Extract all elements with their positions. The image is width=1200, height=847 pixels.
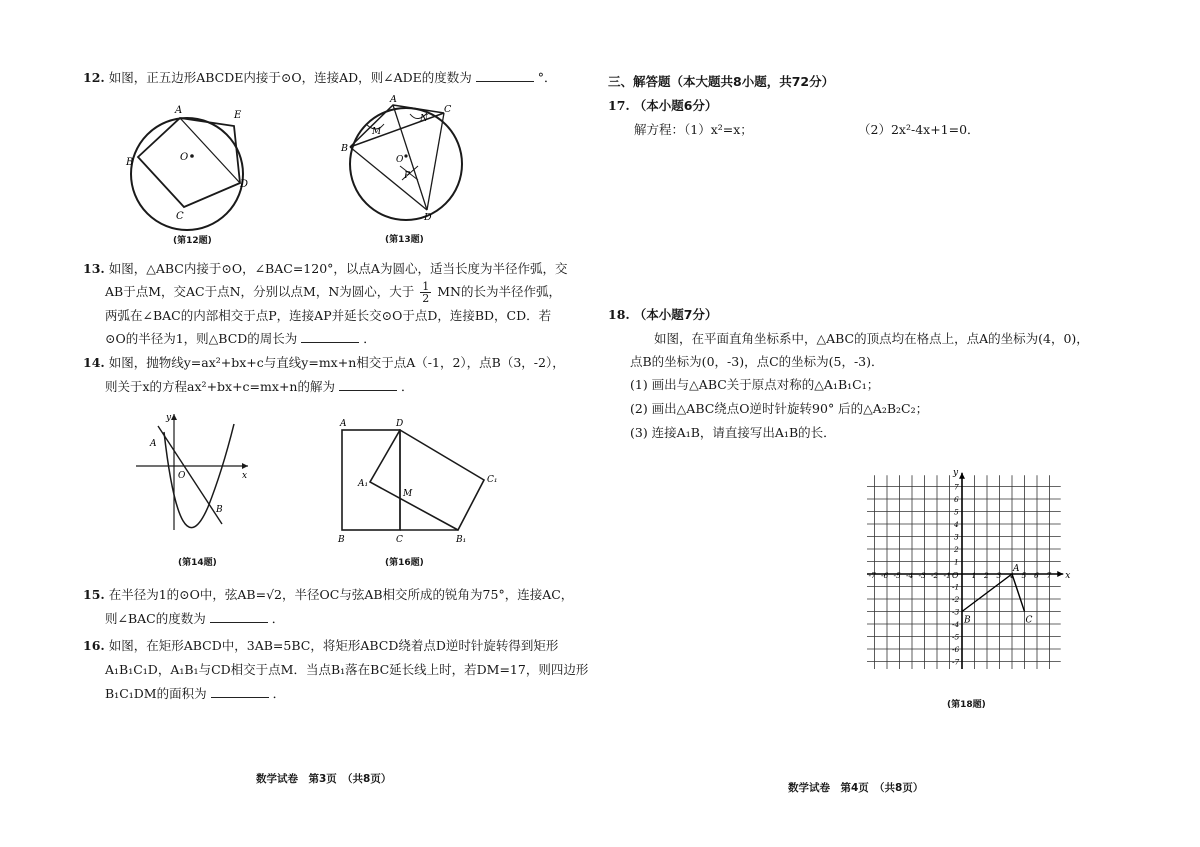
x-axis-arrow [1057,571,1063,577]
y-tick-label: 4 [954,520,959,529]
answer-blank[interactable] [301,328,359,343]
question-part: (1) 画出与△ABC关于原点对称的△A₁B₁C₁； [630,377,880,392]
page-footer: 数学试卷 第4页 （共8页） [788,782,924,794]
question-18-part-3 [630,421,836,444]
question-tail: ． [400,379,414,394]
question-number: 15. [83,587,105,602]
label-M: M [403,489,413,499]
label-x: x [242,471,248,481]
x-tick-label: -7 [868,571,876,580]
question-part: (3) 连接A₁B，请直接写出A₁B的长． [630,425,836,440]
x-axis-label: x [1065,571,1071,581]
y-tick-label: 3 [954,532,959,542]
x-tick-label: 4 [1009,571,1014,580]
figure-12-caption: (第12题) [173,236,212,246]
question-line: 两弧在∠BAC的内部相交于点P，连接AP并延长交⊙O于点D，连接BD，CD．若 [105,308,552,323]
label-C1: C₁ [487,475,498,485]
question-tail: °． [537,70,557,85]
question-13-line-4 [105,327,376,350]
question-score: （本小题7分） [633,307,718,322]
question-part: (2) 画出△ABC绕点O逆时针旋转90° 后的△A₂B₂C₂； [630,401,929,416]
x-tick-label: 1 [971,571,977,580]
fraction-denominator: 2 [422,292,430,305]
question-line: ⊙O的半径为1，则△BCD的周长为 [105,331,298,346]
x-tick-label: -2 [931,571,939,580]
y-tick-label: -3 [952,607,960,617]
answer-blank[interactable] [339,376,397,391]
question-18-line-2 [630,350,884,373]
figure-14-caption: (第14题) [178,558,217,568]
answer-blank[interactable] [211,683,269,698]
question-number: 13. [83,261,105,276]
question-line: 如图，在矩形ABCD中，3AB=5BC，将矩形ABCD绕着点D逆时针旋转得到矩形 [108,638,559,653]
y-axis-label: y [953,467,959,478]
label-O: O [396,155,404,165]
label-B1: B₁ [456,535,467,545]
question-prompt: 解方程：（1）x²=x； [634,122,753,137]
label-C: C [176,211,184,222]
question-17-part-2 [858,118,980,141]
label-D: D [396,419,404,429]
question-score: （本小题6分） [633,98,718,113]
label-A: A [390,94,397,105]
point-a-label: A [1013,564,1020,574]
question-16-line-2 [105,658,588,681]
left-page [0,0,590,847]
answer-blank[interactable] [210,608,268,623]
y-tick-label: -2 [952,595,960,604]
x-tick-label: -5 [893,571,901,580]
question-18-part-2 [630,397,928,420]
section-heading: 三、解答题（本大题共8小题，共72分） [608,74,835,89]
question-16 [83,634,558,657]
question-number: 14. [83,355,105,370]
question-line: 如图，抛物线y=ax²+bx+c与直线y=mx+n相交于点A（-1，2），点B（3，-2）， [108,355,565,370]
question-18-part-1 [630,373,879,396]
x-tick-label: -3 [918,571,926,580]
question-line: 如图，△ABC内接于⊙O，∠BAC=120°，以点A为圆心，适当长度为半径作弧，交 [108,261,568,276]
question-text: 如图，正五边形ABCDE内接于⊙O，连接AD，则∠ADE的度数为 [108,70,472,85]
question-line: 如图，在平面直角坐标系中，△ABC的顶点均在格点上，点A的坐标为(4，0)， [654,331,1089,346]
question-line: 则∠BAC的度数为 [105,611,206,626]
label-A: A [340,419,347,429]
y-tick-label: -7 [952,657,960,667]
label-A1: A₁ [358,479,369,489]
figure-12 [112,96,262,236]
y-tick-label: -5 [952,632,960,642]
x-tick-label: -1 [943,571,951,580]
x-tick-label: -4 [906,571,914,580]
question-15 [83,583,573,606]
question-14-line-2 [105,375,413,398]
label-O: O [178,471,186,481]
question-18-line-1 [654,327,1089,350]
x-tick-label: 3 [996,571,1002,580]
question-13-line-2 [105,280,561,304]
label-N: N [420,114,428,124]
x-tick-label: 2 [984,571,989,580]
question-16-line-3 [105,682,285,705]
label-C: C [444,104,452,115]
fraction-numerator: 1 [422,280,430,293]
label-D: D [240,179,249,190]
label-C: C [396,535,403,545]
label-A: A [150,439,157,449]
answer-blank[interactable] [476,67,534,82]
label-D: D [424,212,432,223]
question-17 [608,94,717,117]
label-B: B [338,535,345,545]
y-tick-label: -6 [952,645,960,654]
y-tick-label: 5 [954,507,959,517]
figure-18-caption: (第18题) [947,700,986,710]
y-tick-label: -1 [952,582,960,592]
question-tail: ． [363,331,376,346]
y-tick-label: -4 [952,620,960,629]
figure-13-caption: (第13题) [385,235,424,245]
question-tail: ． [271,611,285,626]
question-13 [83,257,567,280]
question-line: A₁B₁C₁D，A₁B₁与CD相交于点M．当点B₁落在BC延长线上时，若DM=17，则四边形 [105,662,589,677]
y-axis-arrow [959,473,965,479]
question-17-part-1 [634,118,753,141]
label-B: B [126,157,134,168]
y-tick-label: 6 [954,495,959,504]
question-number: 18. [608,307,630,322]
label-A: A [175,105,183,116]
page-footer: 数学试卷 第3页 （共8页） [256,773,392,785]
question-number: 12. [83,70,105,85]
question-part: （2）2x²-4x+1=0． [858,122,980,137]
origin-label: O [952,571,959,580]
y-tick-label: 1 [954,557,959,567]
x-tick-label: 6 [1034,571,1039,580]
right-page [590,0,1200,847]
figure-18-grid [856,456,1076,686]
question-line: B₁C₁DM的面积为 [105,686,207,701]
x-tick-label: 5 [1021,571,1027,580]
label-y: y [166,413,172,423]
question-line: 在半径为1的⊙O中，弦AB=√2，半径OC与弦AB相交所成的锐角为75°，连接AC， [108,587,574,602]
label-E: E [234,110,242,121]
question-13-line-3 [105,304,551,327]
label-O: O [180,152,189,163]
figure-16-caption: (第16题) [385,558,424,568]
figure-16 [332,418,512,548]
question-line: 点B的坐标为(0，-3)，点C的坐标为(5，-3)． [630,354,884,369]
question-14 [83,351,565,374]
y-tick-label: 7 [954,482,959,492]
label-M: M [372,127,382,137]
figure-13 [336,94,476,234]
question-18 [608,303,717,326]
question-number: 17. [608,98,630,113]
x-tick-label: 7 [1046,571,1052,580]
label-B: B [341,143,348,154]
question-tail: ． [272,686,286,701]
label-P: P [404,171,411,181]
question-line: 则关于x的方程ax²+bx+c=mx+n的解为 [105,379,335,394]
question-line: MN的长为半径作弧， [437,284,561,299]
question-15-line-2 [105,607,284,630]
figure-14 [136,412,266,542]
point-c-label: C [1025,615,1033,626]
question-line: AB于点M，交AC于点N，分别以点M，N为圆心，大于 [105,284,415,299]
label-B: B [216,505,223,515]
question-number: 16. [83,638,105,653]
point-b-label: B [964,615,971,626]
question-12 [83,66,557,89]
fraction [420,281,431,304]
y-tick-label: 2 [954,545,959,554]
x-tick-label: -6 [881,571,889,580]
